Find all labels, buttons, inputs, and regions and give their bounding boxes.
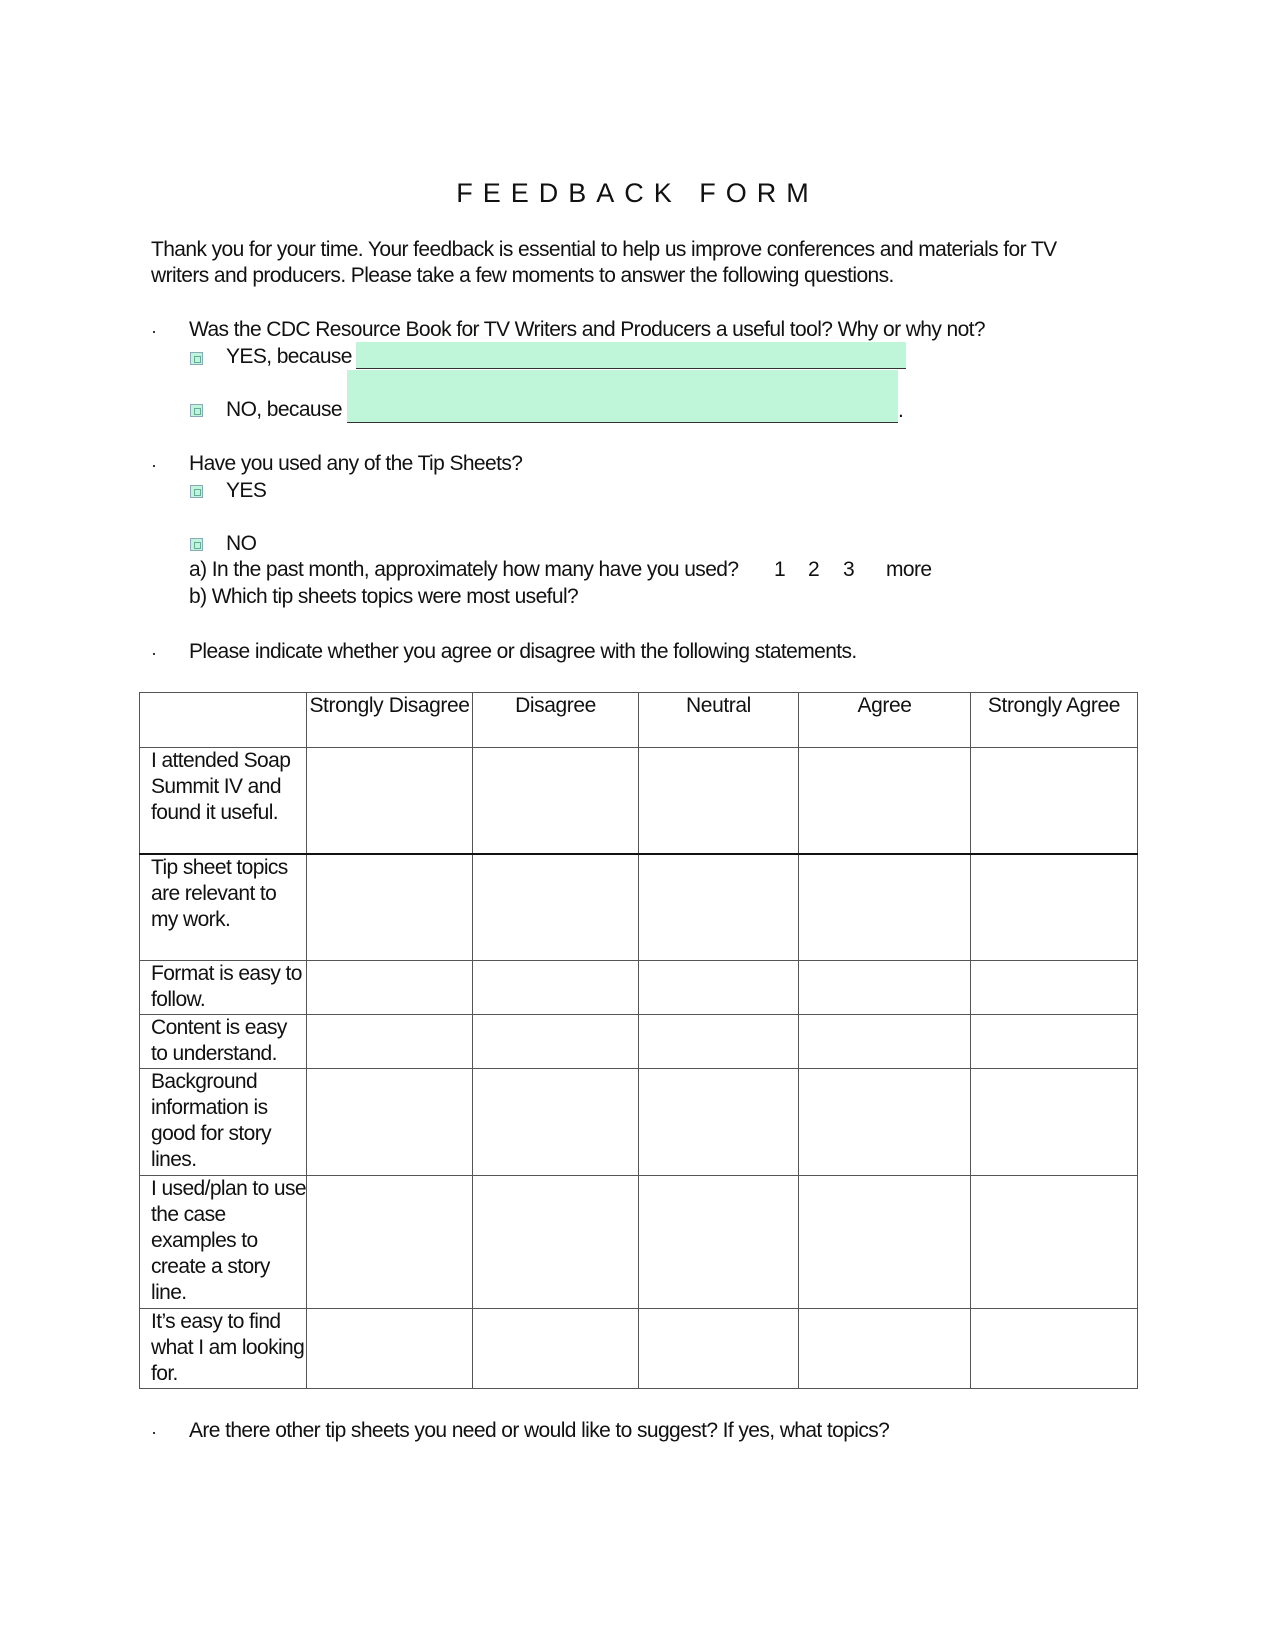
- table-row: [140, 1309, 1138, 1389]
- response-cell[interactable]: [639, 1176, 799, 1309]
- response-cell[interactable]: [799, 1015, 971, 1069]
- no-because-input[interactable]: [347, 370, 898, 423]
- statement-label: Format is easy to follow.: [140, 961, 307, 1015]
- statement-label: I used/plan to use the case examples to create a story line.: [140, 1176, 307, 1309]
- response-cell[interactable]: [639, 854, 799, 961]
- statement-label: Tip sheet topics are relevant to my work.: [140, 854, 307, 961]
- count-option-more[interactable]: more: [886, 558, 932, 581]
- header-strongly-disagree: Strongly Disagree: [307, 693, 473, 748]
- response-cell[interactable]: [307, 854, 473, 961]
- response-cell[interactable]: [307, 1176, 473, 1309]
- response-cell[interactable]: [307, 1309, 473, 1389]
- question-3-text: Please indicate whether you agree or disagree with the following statements.: [189, 640, 857, 663]
- question-4-text: Are there other tip sheets you need or would like to suggest? If yes, what topics?: [189, 1419, 890, 1442]
- response-cell[interactable]: [307, 748, 473, 854]
- bullet: ·: [151, 455, 157, 475]
- count-option-2[interactable]: 2: [808, 558, 820, 581]
- no-because-label: NO, because: [226, 398, 342, 421]
- response-cell[interactable]: [799, 961, 971, 1015]
- statement-label: Content is easy to understand.: [140, 1015, 307, 1069]
- response-cell[interactable]: [473, 854, 639, 961]
- response-cell[interactable]: [639, 748, 799, 854]
- response-cell[interactable]: [971, 1069, 1138, 1176]
- question-2-text: Have you used any of the Tip Sheets?: [189, 452, 523, 475]
- header-neutral: Neutral: [639, 693, 799, 748]
- response-cell[interactable]: [971, 961, 1138, 1015]
- tip-sheets-no-label: NO: [226, 532, 257, 555]
- intro-line-2: writers and producers. Please take a few moments to answer the following questions.: [151, 264, 894, 287]
- response-cell[interactable]: [307, 1015, 473, 1069]
- tip-sheets-yes-label: YES: [226, 479, 267, 502]
- response-cell[interactable]: [971, 1176, 1138, 1309]
- table-row: [140, 854, 1138, 961]
- question-1-text: Was the CDC Resource Book for TV Writers and Producers a useful tool? Why or why not?: [189, 318, 985, 341]
- response-cell[interactable]: [971, 1309, 1138, 1389]
- statement-label: I attended Soap Summit IV and found it useful.: [140, 748, 307, 854]
- response-cell[interactable]: [799, 1176, 971, 1309]
- table-row: [140, 1176, 1138, 1309]
- bullet: ·: [151, 321, 157, 341]
- table-row: [140, 1015, 1138, 1069]
- response-cell[interactable]: [639, 961, 799, 1015]
- tip-sheets-yes-checkbox[interactable]: [190, 485, 203, 498]
- response-cell[interactable]: [971, 854, 1138, 961]
- response-cell[interactable]: [473, 961, 639, 1015]
- response-cell[interactable]: [799, 854, 971, 961]
- page-title: FEEDBACK FORM: [456, 178, 819, 208]
- intro-line-1: Thank you for your time. Your feedback is essential to help us improve conferences and materials for TV: [151, 238, 1057, 261]
- response-cell[interactable]: [799, 748, 971, 854]
- table-row: [140, 1069, 1138, 1176]
- yes-because-input[interactable]: [356, 342, 906, 369]
- response-cell[interactable]: [473, 1069, 639, 1176]
- header-strongly-agree: Strongly Agree: [971, 693, 1138, 748]
- count-option-1[interactable]: 1: [774, 558, 786, 581]
- table-corner: [140, 693, 307, 748]
- response-cell[interactable]: [307, 1069, 473, 1176]
- no-because-end: .: [898, 399, 904, 422]
- response-cell[interactable]: [473, 1176, 639, 1309]
- response-cell[interactable]: [639, 1015, 799, 1069]
- yes-because-label: YES, because: [226, 345, 352, 368]
- table-header-row: [140, 693, 1138, 748]
- response-cell[interactable]: [307, 961, 473, 1015]
- response-cell[interactable]: [639, 1309, 799, 1389]
- response-cell[interactable]: [473, 1309, 639, 1389]
- bullet: ·: [151, 1422, 157, 1442]
- tip-sheets-no-checkbox[interactable]: [190, 538, 203, 551]
- response-cell[interactable]: [971, 1015, 1138, 1069]
- table-row: [140, 748, 1138, 854]
- no-checkbox[interactable]: [190, 404, 203, 417]
- statement-label: It’s easy to find what I am looking for.: [140, 1309, 307, 1389]
- response-cell[interactable]: [799, 1069, 971, 1176]
- response-cell[interactable]: [799, 1309, 971, 1389]
- bullet: ·: [151, 643, 157, 663]
- yes-checkbox[interactable]: [190, 352, 203, 365]
- question-2a-text: a) In the past month, approximately how many have you used?: [189, 558, 739, 581]
- response-cell[interactable]: [473, 1015, 639, 1069]
- statement-label: Background information is good for story lines.: [140, 1069, 307, 1176]
- header-disagree: Disagree: [473, 693, 639, 748]
- count-option-3[interactable]: 3: [843, 558, 855, 581]
- agreement-table: [139, 692, 1138, 1389]
- response-cell[interactable]: [473, 748, 639, 854]
- question-2b-text: b) Which tip sheets topics were most useful?: [189, 585, 579, 608]
- response-cell[interactable]: [639, 1069, 799, 1176]
- table-row: [140, 961, 1138, 1015]
- header-agree: Agree: [799, 693, 971, 748]
- response-cell[interactable]: [971, 748, 1138, 854]
